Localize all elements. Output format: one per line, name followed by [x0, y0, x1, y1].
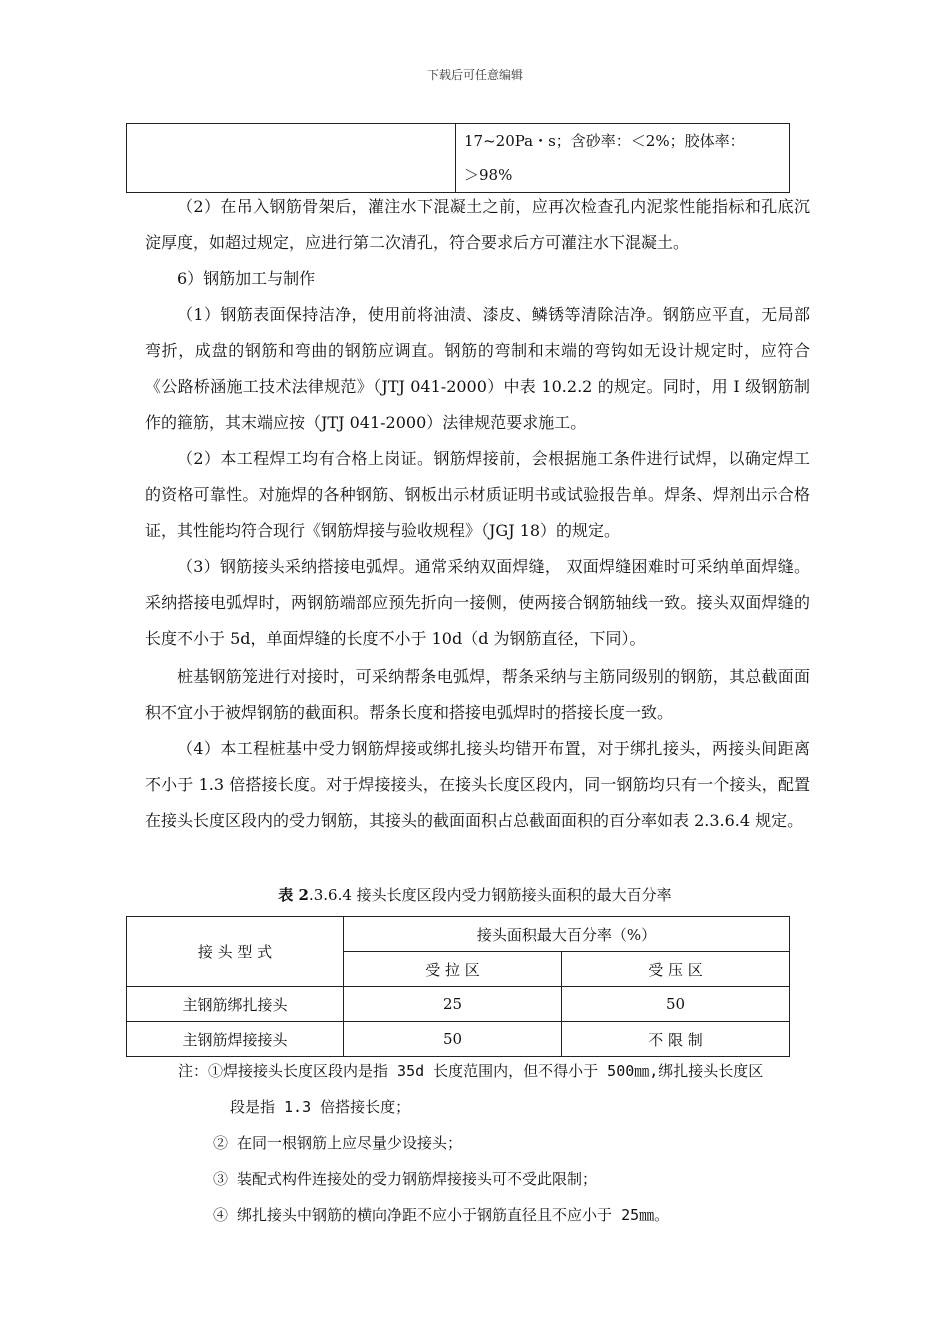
table-row — [127, 1022, 790, 1057]
paragraph-2a: （2）在吊入钢筋骨架后，灌注水下混凝土之前，应再次检查孔内泥浆性能指标和孔底沉淀厚度，如超过规定，应进行第二次清孔，符合要求后方可灌注水下混凝土。 — [145, 197, 810, 252]
cell-joint-type: 主钢筋绑扎接头 — [127, 987, 344, 1022]
mud-spec-line1: 17~20Pa・s；含砂率：＜2%；胶体率： — [464, 132, 745, 150]
note-4: ④ 绑扎接头中钢筋的横向净距不应小于钢筋直径且不应小于 25㎜。 — [213, 1206, 670, 1224]
continued-table — [126, 123, 790, 193]
paragraph-1: （1）钢筋表面保持洁净，使用前将油渍、漆皮、鳞锈等清除洁净。钢筋应平直，无局部弯折，成盘的钢筋和弯曲的钢筋应调直。钢筋的弯制和末端的弯钩如无设计规定时，应符合《公路桥涵施工技术法律规范》（JTJ 041-2000）中表 10.2.2 的规定。同时，用 I 级钢筋制作的箍筋，其末端应按（JTJ 041-2000）法律规范要求施工。 — [145, 305, 810, 432]
mud-spec-cell — [456, 124, 790, 193]
table-caption-prefix: 表 2 — [278, 886, 309, 904]
paragraph-2: （2）本工程焊工均有合格上岗证。钢筋焊接前，会根据施工条件进行试焊，以确定焊工的资格可靠性。对施焊的各种钢筋、钢板出示材质证明书或试验报告单。焊条、焊剂出示合格证，其性能均符合现行《钢筋焊接与验收规程》（JGJ 18）的规定。 — [145, 449, 810, 540]
header-joint-type: 接 头 型 式 — [127, 917, 344, 987]
cell-joint-type: 主钢筋焊接接头 — [127, 1022, 344, 1057]
paragraph-4: （4）本工程桩基中受力钢筋焊接或绑扎接头均错开布置，对于绑扎接头，两接头间距离不小于 1.3 倍搭接长度。对于焊接接头，在接头长度区段内，同一钢筋均只有一个接头，配置在接头长度区段内的受力钢筋，其接头的截面面积占总截面面积的百分率如表 2.3.6.4 规定。 — [145, 739, 810, 830]
paragraph-pile: 桩基钢筋笼进行对接时，可采纳帮条电弧焊，帮条采纳与主筋同级别的钢筋，其总截面面积不宜小于被焊钢筋的截面积。帮条长度和搭接电弧焊时的搭接长度一致。 — [145, 667, 810, 722]
note-1-line2: 段是指 1.3 倍搭接长度； — [230, 1098, 411, 1116]
page-header: 下载后可任意编辑 — [426, 68, 523, 82]
cell-compression: 不 限 制 — [562, 1022, 790, 1057]
header-max-percentage: 接头面积最大百分率（%） — [344, 917, 790, 952]
cell-tension: 50 — [344, 1022, 562, 1057]
table-row — [127, 987, 790, 1022]
note-2: ② 在同一根钢筋上应尽量少设接头； — [213, 1134, 463, 1152]
section-heading-6: 6）钢筋加工与制作 — [177, 269, 316, 288]
header-compression-zone: 受 压 区 — [562, 952, 790, 987]
note-3: ③ 装配式构件连接处的受力钢筋焊接接头可不受此限制； — [213, 1170, 598, 1188]
table-caption-text: .3.6.4 接头长度区段内受力钢筋接头面积的最大百分率 — [308, 886, 672, 904]
header-tension-zone: 受 拉 区 — [344, 952, 562, 987]
paragraph-3: （3）钢筋接头采纳搭接电弧焊。通常采纳双面焊缝， 双面焊缝困难时可采纳单面焊缝。采纳搭接电弧焊时，两钢筋端部应预先折向一接侧，使两接合钢筋轴线一致。接头双面焊缝的长度不小于 5d，单面焊缝的长度不小于 10d（d 为钢筋直径，下同）。 — [145, 557, 810, 648]
mud-spec-line2: ＞98% — [464, 166, 513, 184]
cell-compression: 50 — [562, 987, 790, 1022]
note-1-line1: 注：①焊接接头长度区段内是指 35d 长度范围内，但不得小于 500㎜,绑扎接头长度区 — [178, 1062, 764, 1080]
cell-tension: 25 — [344, 987, 562, 1022]
joint-percentage-table — [126, 916, 790, 1057]
table-caption — [0, 884, 950, 905]
empty-cell — [127, 124, 456, 193]
